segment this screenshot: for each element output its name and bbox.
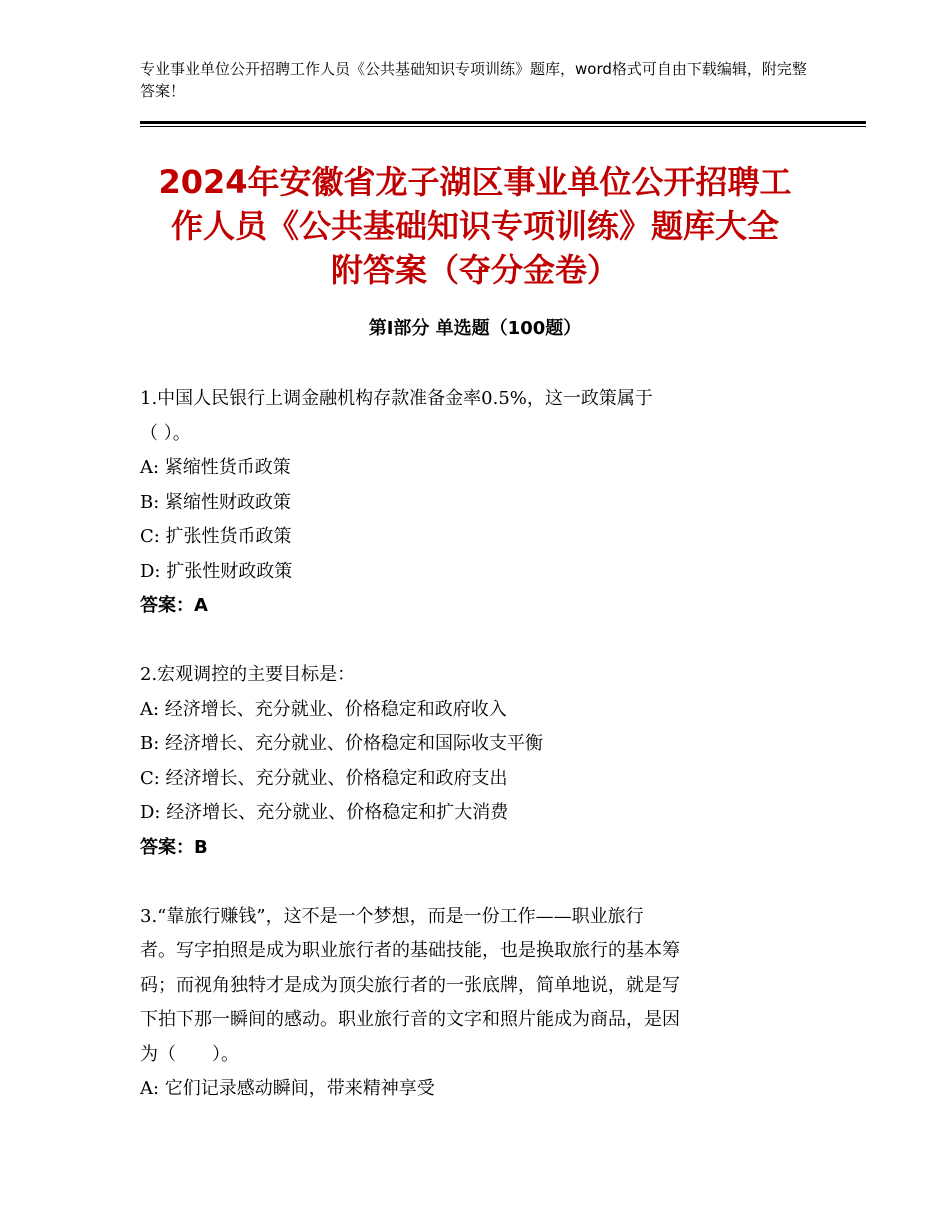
option-a: A: 紧缩性货币政策: [140, 457, 291, 478]
title-line: 2024年安徽省龙子湖区事业单位公开招聘工: [158, 163, 792, 201]
header-rule-thin: [140, 126, 866, 127]
question-1: [140, 382, 810, 624]
header-note: 专业事业单位公开招聘工作人员《公共基础知识专项训练》题库，word格式可自由下载编辑，附完整答案！: [140, 60, 807, 100]
option-d: D: 扩张性财政政策: [140, 560, 293, 582]
option-b: B: 紧缩性财政政策: [140, 491, 292, 513]
question-2: [140, 658, 810, 865]
option-d: D: 经济增长、充分就业、价格稳定和扩大消费: [140, 802, 509, 823]
option-c: C: 经济增长、充分就业、价格稳定和政府支出: [140, 767, 508, 789]
option-b: B: 经济增长、充分就业、价格稳定和国际收支平衡: [140, 733, 544, 754]
question-list: [140, 382, 810, 1107]
answer-label: 答案：A: [140, 595, 208, 616]
spacer: [140, 624, 810, 659]
question-stem: 码；而视角独特才是成为顶尖旅行者的一张底牌，简单地说，就是写: [140, 974, 680, 996]
question-stem: 1.中国人民银行上调金融机构存款准备金率0.5%，这一政策属于: [140, 388, 653, 409]
question-stem: （ ）。: [140, 422, 191, 444]
header-rule-thick: [140, 121, 866, 124]
section-title: 第Ⅰ部分 单选题（100题）: [368, 318, 582, 339]
option-a: A: 经济增长、充分就业、价格稳定和政府收入: [140, 698, 507, 720]
title-line: 作人员《公共基础知识专项训练》题库大全: [170, 207, 779, 245]
question-stem: 下拍下那一瞬间的感动。职业旅行音的文字和照片能成为商品，是因: [140, 1009, 680, 1030]
question-stem: 3.“靠旅行赚钱”，这不是一个梦想，而是一份工作——职业旅行: [140, 905, 644, 927]
question-3: [140, 900, 810, 1107]
question-stem: 者。写字拍照是成为职业旅行者的基础技能，也是换取旅行的基本筹: [140, 940, 680, 961]
question-stem: 为（ ）。: [140, 1043, 239, 1065]
spacer: [140, 865, 810, 900]
question-stem: 2.宏观调控的主要目标是：: [140, 664, 356, 685]
document-title: [130, 160, 820, 292]
option-a: A: 它们记录感动瞬间，带来精神享受: [140, 1078, 435, 1099]
option-c: C: 扩张性货币政策: [140, 526, 292, 547]
title-line: 附答案（夺分金卷）: [330, 251, 619, 289]
answer-label: 答案：B: [140, 836, 208, 858]
